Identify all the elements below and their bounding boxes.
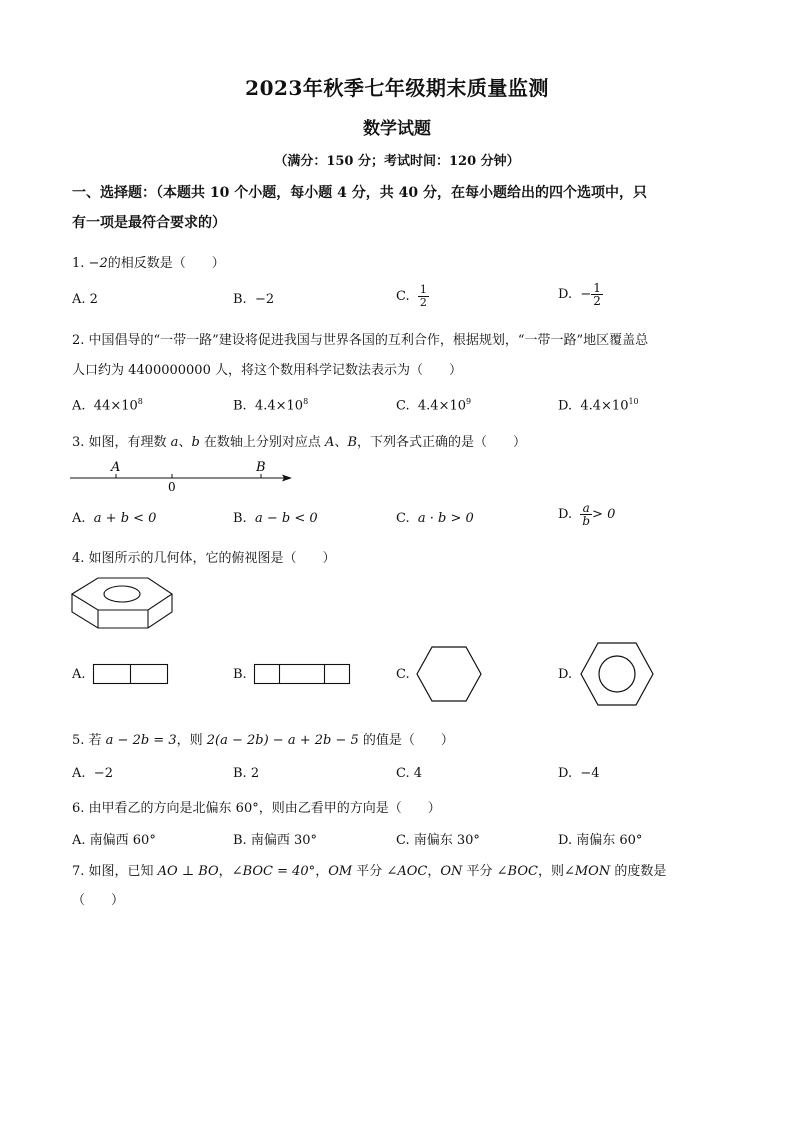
zero-label: 0 [168,480,176,494]
question-2-line2: 人口约为 4400000000 人，将这个数用科学记数法表示为（ ） [72,363,462,378]
exam-note: （满分：150 分；考试时间：120 分钟） [274,154,520,169]
question-7-line1: 7. 如图，已知 AO ⊥ BO，∠BOC = 40°，OM 平分 ∠AOC，ON 平分 ∠BOC，则∠MON 的度数是 [72,864,667,879]
q6-option-d: D. 南偏东 60° [558,833,643,848]
q3-option-d: D. $\frac{a}{b}$ > 0 [558,501,616,528]
q6-option-b: B. 南偏西 30° [233,833,317,848]
page-subtitle: 数学试题 [363,119,431,139]
q5-option-d: D. −4 [558,766,600,781]
q4-option-a-figure [92,663,170,686]
q4-option-a-label: A. [72,667,86,682]
point-a-label: A [111,460,121,475]
hex-nut-solid-figure [68,572,178,634]
question-6: 6. 由甲看乙的方向是北偏东 60°，则由乙看甲的方向是（ ） [72,801,441,816]
q4-option-b-figure [253,663,351,686]
q6-option-a: A. 南偏西 60° [72,833,156,848]
q4-option-c-hexagon [414,644,484,704]
q2-option-c: C. $4.4\times 10^9$ [396,397,472,414]
question-7-line2: （ ） [72,893,125,908]
q1-option-d: D. − $\frac{1}{2}$ [558,281,601,308]
question-1: 1. −2的相反数是（ ） [72,256,225,271]
q4-option-b-label: B. [233,667,247,682]
page-title: 2023年秋季七年级期末质量监测 [245,76,549,100]
q1-option-b: B. −2 [233,292,275,307]
q1-option-a: A. 2 [72,292,98,307]
q2-option-b: B. $4.4\times 10^8$ [233,397,309,414]
question-2-line1: 2. 中国倡导的“一带一路”建设将促进我国与世界各国的互利合作，根据规划，“一带一路”地区覆盖总 [72,333,649,348]
q3-option-a: A. a + b < 0 [72,511,157,526]
q5-option-c: C. 4 [396,766,423,781]
q1-expr: −2 [88,256,108,271]
number-line-figure [68,455,298,495]
question-3: 3. 如图，有理数 a、b 在数轴上分别对应点 A、B，下列各式正确的是（ ） [72,435,527,450]
section-heading-line2: 有一项是最符合要求的） [72,215,226,231]
question-5: 5. 若 a − 2b = 3，则 2(a − 2b) − a + 2b − 5 的值是（ ） [72,733,454,748]
q5-option-b: B. 2 [233,766,260,781]
q4-option-d-hexagon-circle [578,640,656,708]
point-b-label: B [256,460,266,475]
question-4: 4. 如图所示的几何体，它的俯视图是（ ） [72,551,336,566]
q2-option-a: A. $44\times 10^8$ [72,397,143,414]
q3-option-b: B. a − b < 0 [233,511,318,526]
q1-option-c: C. $\frac{1}{2}$ [396,283,427,309]
q3-option-c: C. a · b > 0 [396,511,474,526]
section-heading-line1: 一、选择题：（本题共 10 个小题，每小题 4 分，共 40 分，在每小题给出的四个选项中，只 [72,185,647,201]
q4-option-d-label: D. [558,667,573,682]
q2-option-d: D. $4.4\times 10^{10}$ [558,397,639,414]
q5-option-a: A. −2 [72,766,113,781]
q4-option-c-label: C. [396,667,410,682]
q6-option-c: C. 南偏东 30° [396,833,480,848]
